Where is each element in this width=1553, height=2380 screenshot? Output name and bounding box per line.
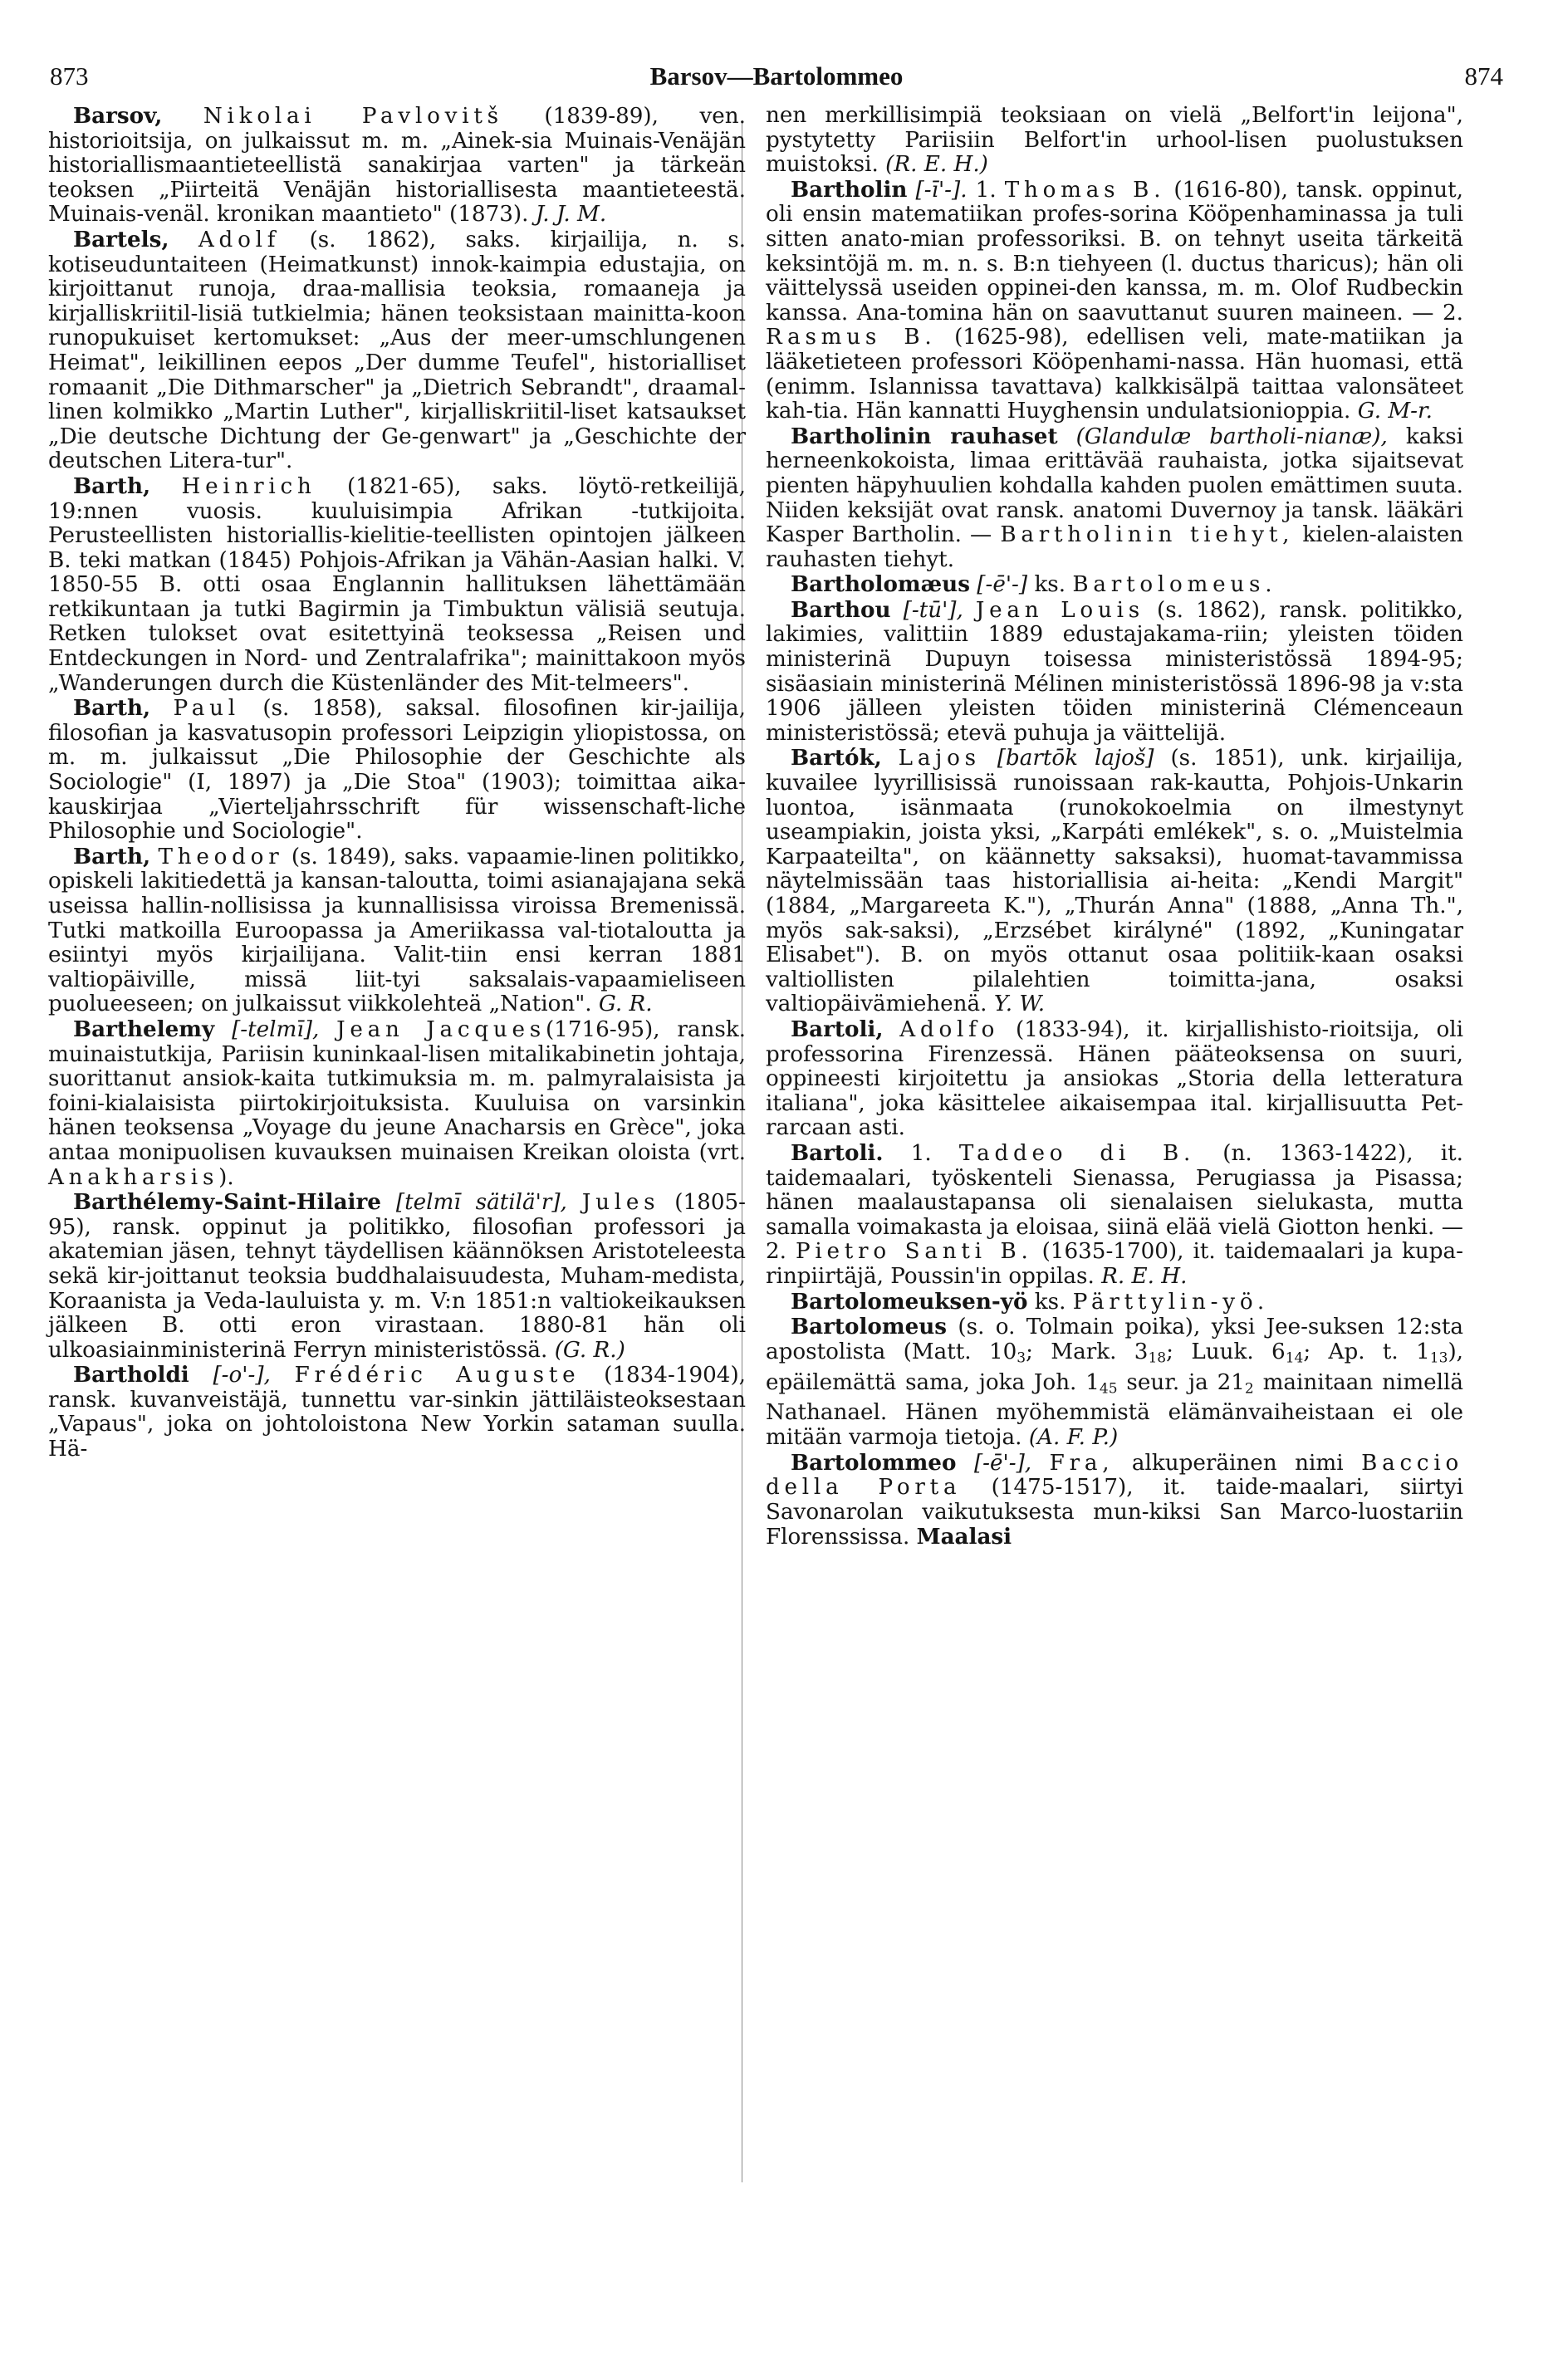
entry-text: (s. 1851), unk. kirjailija, kuvailee lyyrillisissä runoissaan rak-kautta, Pohjois-Unkarin luontoa, isänmaata (runokokoelmia on ilmestynyt useampiakin, joista yksi, „Karpáti emlékek", s. o. „Muistelmia Karpaateilta", on käännetty saksaksi), huomat-tavammissa näytelmissään taas historiallisia ai-heita: „Kendi Margit" (1884, „Margareeta K."), „Thurán Anna" (1888, „Anna Th.", myös sak-saksi), „Erzsébet királyné" (1892, „Kuningatar Elisabet"). B. on myös ottanut osaa politiik-kaan osaksi valtiollisten pilalehtien toimitta-jana, osaksi valtiopäivämiehenä.	[766, 746, 1463, 1017]
person-name: Jules	[581, 1190, 660, 1216]
verse-subscript: 14	[1285, 1349, 1304, 1366]
entry-text: ; Luuk. 6	[1166, 1339, 1286, 1364]
entry-barthelemy	[48, 1017, 746, 1190]
verse-subscript: 3	[1017, 1349, 1026, 1366]
entry-text: ; Mark. 3	[1026, 1339, 1149, 1364]
signature: J. J. M.	[535, 202, 607, 228]
person-name: Pietro Santi B.	[795, 1239, 1033, 1265]
signature: R. E. H.	[1101, 1263, 1188, 1289]
signature: Y. W.	[993, 992, 1046, 1017]
entry-text: seur. ja 21	[1126, 1369, 1245, 1395]
entry-bartoli-adolfo	[766, 1017, 1463, 1141]
headword: Barth,	[73, 695, 151, 722]
pronunciation: [-ē'-],	[973, 1450, 1032, 1476]
entry-text: (s. o. Tolmain poika), yksi Jee-suksen 12:sta apostolista (Matt. 10	[766, 1315, 1464, 1364]
entry-text: alkuperäinen nimi	[1131, 1450, 1344, 1476]
entry-text: (1616-80), tansk. oppinut, oli ensin matematiikan profes-sorina Kööpenhaminassa ja tuli sitten anato-mian professoriksi. B. on tehnyt useita tärkeitä keksintöjä m. m. n. s. B:n tiehyeen (l. ductus tharicus); hän oli väittelyssä useiden oppinei-den kanssa, m. m. Olof Rudbeckin kanssa. Ana-tomina hän on saavuttanut suuren maineen. —	[766, 177, 1464, 326]
catchword: Maalasi	[916, 1524, 1012, 1550]
entry-text: ks.	[1034, 1289, 1066, 1315]
verse-subscript: 2	[1244, 1379, 1254, 1397]
running-title: Barsov—Bartolommeo	[649, 61, 904, 91]
headword: Bartolomeuksen-yö	[791, 1288, 1028, 1315]
cross-reference: Anakharsis	[48, 1164, 219, 1190]
entry-bartolomeuksen-yo	[766, 1290, 1463, 1315]
right-column	[766, 104, 1463, 1550]
headword: Bartels,	[73, 226, 169, 252]
cross-reference: Pärttylin-yö.	[1072, 1289, 1269, 1315]
latin-name: (Glandulæ bartholi-nianæ),	[1075, 424, 1388, 449]
entry-text: mainitaan nimellä Nathanael. Hänen myöhemmistä elämänvaiheistaan ei ole mitään varmoja tietoja.	[766, 1369, 1464, 1450]
entry-text: ; Ap. t. 1	[1303, 1339, 1430, 1364]
verse-subscript: 13	[1429, 1349, 1448, 1366]
headword: Bartholin	[791, 176, 908, 203]
entry-text: (s. 1849), saks. vapaamie-linen politikko, opiskeli lakitiedettä ja kansan-taloutta, toimi asianajajana sekä useissa hallin-nollisissa ja kunnallisissa viroissa Bremenissä. Tutki matkoilla Euroopassa ja Ameriikassa val-tiotaloutta ja esiintyi myös kirjailijana. Valit-tiin ensi kerran 1881 valtiopäiville, missä liit-tyi saksalais-vapaamieliseen puolueeseen; on julkaissut viikkolehteä „Nation".	[48, 844, 746, 1017]
entry-text: (1716-95), ransk. muinaistutkija, Pariisin kuninkaal-lisen mitalikabinetin johtaja, suorittanut ansiok-kaita tutkimuksia m. m. palmyralaisista ja foini-kialaisista piirtokirjoituksista. Kuuluisa on varsinkin hänen teoksensa „Voyage du jeune Anacharsis en Grèce", joka antaa monipuolisen kuvauksen muinaisen Kreikan oloista (vrt.	[48, 1016, 747, 1165]
entry-text: (n. 1363-1422), it. taidemaalari, työskenteli Sienassa, Perugiassa ja Pisassa; hänen maalaustapansa oli sienalaisen sielukasta, mutta samalla voimakasta ja eloisaa, siinä elää vielä Giotton henki. —	[766, 1140, 1464, 1240]
person-name: Frédéric Auguste	[294, 1363, 581, 1388]
entry-text-end: kielen-alaisten rauhasten tiehyt.	[766, 522, 1463, 572]
entry-text: (1625-98), edellisen veli, mate-matiikan ja lääketieteen professori Kööpenhami-nassa. Hän huomasi, että (enimm. Islannissa tavattava) kalkkisälpä taittaa valonsäteet kah-tia. Hän kannatti Huyghensin undulatsionioppia.	[766, 325, 1463, 424]
entry-barth-theodor	[48, 845, 746, 1017]
entry-text-end: ).	[218, 1164, 234, 1190]
entry-text: (s. 1862), saks. kirjailija, n. s. kotiseuduntaiteen (Heimatkunst) innok-kaimpia edustajia, on kirjoittanut runoja, draa-mallisia teoksia, romaaneja ja kirjalliskriitil-lisiä tutkielmia; hänen teoksistaan mainitta-koon runopukuiset kertomukset: „Aus der meer-umschlungenen Heimat", leikillinen eepos „Der dumme Teufel", historialliset romaanit „Die Dithmarscher" ja „Dietrich Sebrandt", draamal-linen kolmikko „Martin Luther", kirjalliskriitil-liset katsaukset „Die deutsche Dichtung der Ge-genwart" ja „Geschichte der deutschen Litera-tur".	[48, 227, 746, 474]
page-number-left: 873	[50, 61, 89, 91]
left-column	[48, 104, 746, 1462]
entry-text: nen merkillisimpiä teoksiaan on vielä „Belfort'in leijona", pystytetty Pariisiin Belfort'in urhool-lisen puolustuksen muistoksi.	[766, 103, 1463, 178]
entry-text: (1839-89), ven. historioitsija, on julkaissut m. m. „Ainek-sia Muinais-Venäjän historiallismaantieteellistä sanakirjaa varten" ja tärkeän teoksen „Piirteitä Venäjän historiallisesta maantieteestä. Muinais-venäl. kronikan maantieto" (1873).	[48, 104, 746, 228]
person-name: Taddeo di B.	[958, 1140, 1196, 1166]
person-name: Thomas B.	[1004, 177, 1166, 203]
headword: Bartholdi	[73, 1362, 189, 1388]
person-name: Jean Louis	[975, 597, 1144, 623]
entry-bartolomeus	[766, 1315, 1463, 1450]
entry-bartholdi-continued	[766, 104, 1463, 178]
pronunciation: [-o'-],	[213, 1363, 271, 1388]
headword: Bartolomeus	[791, 1314, 948, 1340]
entry-barthou	[766, 598, 1463, 747]
pronunciation: [-telmī],	[232, 1016, 320, 1042]
person-name: Jean Jacques	[336, 1016, 546, 1042]
entry-barthelemy-saint-hilaire	[48, 1190, 746, 1363]
signature: (G. R.)	[554, 1337, 625, 1363]
signature: G. M-r.	[1357, 399, 1433, 424]
sense-number: 1.	[975, 177, 997, 203]
entry-barsov	[48, 104, 746, 228]
entry-bartholomaeus	[766, 572, 1463, 598]
signature: G. R.	[598, 992, 653, 1017]
headword: Barth,	[73, 473, 151, 499]
page-header	[50, 61, 1503, 103]
headword: Barth,	[73, 843, 151, 869]
person-name: Rasmus B.	[766, 325, 937, 350]
entry-text: ), epäilemättä sama, joka Joh. 1	[766, 1339, 1463, 1395]
entry-bartels	[48, 228, 746, 474]
person-name: Lajos	[898, 746, 981, 771]
entry-bartoli	[766, 1141, 1463, 1290]
pronunciation: [-ē'-]	[977, 572, 1028, 598]
entry-bartholinin-rauhaset	[766, 424, 1463, 573]
pronunciation: [bartōk lajoš]	[997, 746, 1154, 771]
entry-barth-heinrich	[48, 474, 746, 696]
person-name: Heinrich	[181, 473, 316, 499]
headword: Bartók,	[791, 745, 882, 771]
entry-bartolommeo	[766, 1451, 1463, 1550]
entry-text: (s. 1862), ransk. politikko, lakimies, valittiin 1889 edustajakama-riin; yleisten töiden ministerinä Dupuyn toisessa ministeristössä 1894-95; sisäasiain ministerinä Mélinen ministeristössä 1896-98 ja v:sta 1906 jälleen yleisten töiden ministerinä Clémenceaun ministeristössä; etevä puhuja ja väittelijä.	[766, 597, 1464, 746]
signature: (A. F. P.)	[1028, 1424, 1119, 1450]
pronunciation: [-ī'-].	[915, 177, 968, 203]
headword: Bartolommeo	[791, 1449, 957, 1476]
entry-text: (1805-95), ransk. oppinut ja politikko, filosofian professori ja akatemian jäsen, tehnyt täydellisen käännöksen Aristoteleesta sekä kir-joittanut teoksia buddhalaisuudesta, Muham-medista, Koraanista ja Veda-lauluista y. m. V:n 1851:n valtiokeikauksen jälkeen B. otti eron virastaan. 1880-81 hän oli ulkoasiainministerinä Ferryn ministeristössä.	[48, 1190, 746, 1363]
pronunciation: [telmī sätilä'r],	[395, 1190, 567, 1216]
headword: Barsov,	[73, 103, 163, 129]
sense-number: 2.	[1443, 300, 1463, 326]
entry-text: (1821-65), saks. löytö-retkeilijä, 19:nnen vuosis. kuuluisimpia Afrikan -tutkijoita. Perusteellisten historiallis-kielitie-teellisten opintojen jälkeen B. teki matkan (1845) Pohjois-Afrikan ja Vähän-Aasian halki. V. 1850-55 B. otti osaa Englannin hallituksen lähettämään retkikuntaan ja tutki Bagirmin ja Timbuktun välisiä seutuja. Retken tulokset ovat esitettyinä teoksessa „Reisen und Entdeckungen in Nord- und Zentralafrika"; mainittakoon myös „Wanderungen durch die Küstenländer des Mit-telmeers".	[48, 473, 746, 696]
headword: Barthélemy-Saint-Hilaire	[73, 1189, 381, 1216]
pronunciation: [-tū'],	[903, 597, 963, 623]
verse-subscript: 18	[1148, 1349, 1167, 1366]
person-name: Adolf	[198, 227, 281, 252]
cross-reference: Bartholinin tiehyt,	[1000, 522, 1295, 548]
person-name: Theodor	[158, 844, 284, 869]
person-name: Nikolai Pavlovitš	[203, 104, 503, 129]
person-name: Baccio della Porta	[766, 1450, 1464, 1501]
entry-bartok	[766, 746, 1463, 1017]
headword: Barthelemy	[73, 1016, 215, 1042]
entry-text: (1834-1904), ransk. kuvanveistäjä, tunnettu var-sinkin jättiläisteoksestaan „Vapaus", joka on johtoloistona New Yorkin sataman suulla. Hä-	[48, 1363, 747, 1462]
headword: Bartholinin rauhaset	[791, 423, 1058, 449]
person-name: Adolfo	[899, 1016, 1000, 1042]
entry-text: (1833-94), it. kirjallishisto-rioitsija, oli professorina Firenzessä. Hänen pääteoksensa on suuri, oppineesti kirjoitettu ja ansiokas „Storia della letteratura italiana", joka käsittelee aikaisempaa ital. kirjallisuutta Pet-rarcaan asti.	[766, 1016, 1464, 1141]
entry-bartholdi	[48, 1363, 746, 1462]
headword: Barthou	[791, 596, 891, 623]
person-name: Fra,	[1049, 1450, 1115, 1476]
entry-text: (1475-1517), it. taide-maalari, siirtyi Savonarolan vaikutuksesta mun-kiksi San Marco-luostariin Florenssissa.	[766, 1475, 1463, 1550]
signature: (R. E. H.)	[885, 152, 988, 178]
cross-reference: Bartolomeus.	[1072, 572, 1277, 598]
entry-bartholin	[766, 178, 1463, 424]
sense-number: 1.	[910, 1140, 932, 1166]
headword: Bartoli.	[791, 1139, 884, 1166]
entry-text: kaksi herneenkokoista, limaa erittävää rauhaista, jotka sijaitsevat pienten häpyhuulien kohdalla kahden puolen emättimen suuta. Niiden keksijät ovat ransk. anatomi Duvernoy ja tansk. lääkäri Kasper Bartholin. —	[766, 424, 1464, 548]
page-number-right: 874	[1464, 61, 1503, 91]
entry-text: (1635-1700), it. taidemaalari ja kupa-rinpiirtäjä, Poussin'in oppilas.	[766, 1239, 1464, 1289]
headword: Bartholomæus	[791, 571, 970, 598]
headword: Bartoli,	[791, 1016, 884, 1042]
entry-text: (s. 1858), saksal. filosofinen kir-jailija, filosofian ja kasvatusopin professori Leipzigin yliopistossa, on m. m. julkaissut „Die Philosophie der Geschichte als Sociologie" (I, 1897) ja „Die Stoa" (1903); toimittaa aika-kauskirjaa „Vierteljahrsschrift für wissenschaft-liche Philosophie und Sociologie".	[48, 696, 746, 845]
entry-barth-paul	[48, 696, 746, 845]
verse-subscript: 45	[1099, 1379, 1118, 1397]
sense-number: 2.	[766, 1239, 786, 1265]
entry-text: ks.	[1034, 572, 1066, 598]
person-name: Paul	[173, 696, 240, 722]
